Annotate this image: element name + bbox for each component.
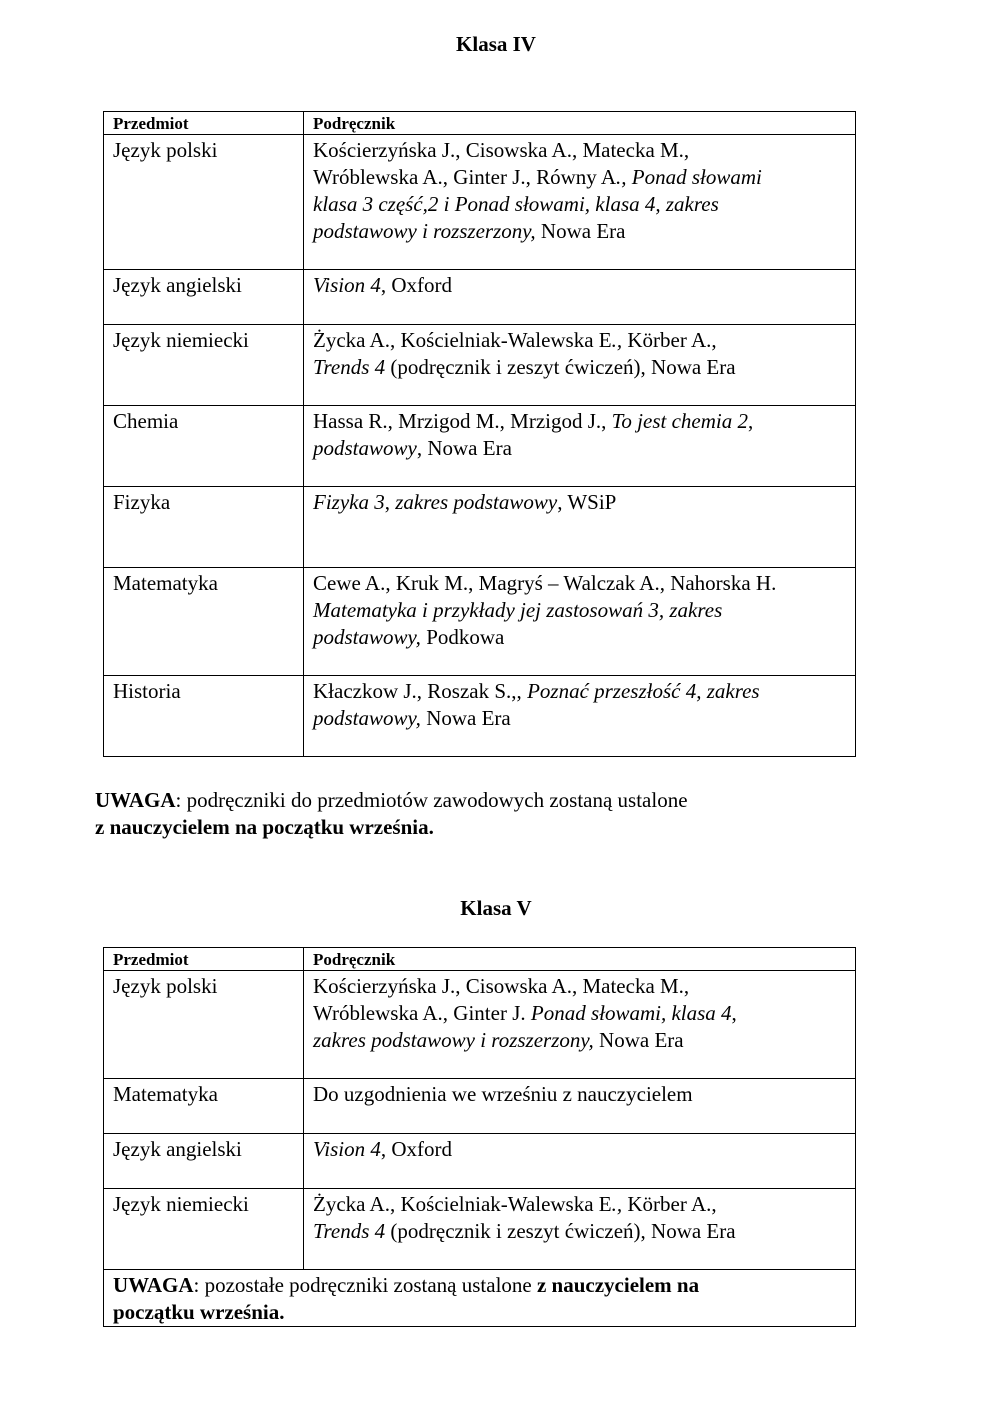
subject-cell: Język niemiecki [104,325,304,406]
table-row [104,1134,856,1189]
book-line [313,191,846,218]
book-cell [304,1079,856,1134]
note-label: UWAGA [113,1273,194,1297]
book-text: Wróblewska A., Ginter J. [313,1001,531,1025]
book-text: (podręcznik i zeszyt ćwiczeń), Nowa Era [385,1219,736,1243]
note-label: UWAGA [95,788,176,812]
table-row [104,270,856,325]
section-title-klasa-iv: Klasa IV [456,32,536,56]
book-line [313,570,846,597]
book-cell [304,1189,856,1270]
book-line [313,327,846,354]
book-text: Nowa Era [535,219,626,243]
note-bold-text: z nauczycielem na [536,1273,700,1297]
book-title-text: Fizyka 3 [313,490,385,514]
book-line [313,1191,846,1218]
book-line [313,973,846,1000]
book-line [313,489,846,516]
textbook-table-klasa-iv [103,111,856,757]
book-line [313,624,846,651]
book-line [313,218,846,245]
book-text: Kościerzyńska J., Cisowska A., Matecka M., [313,974,690,998]
table-row [104,406,856,487]
book-title-text: zakres podstawowy [395,490,558,514]
note-text: : pozostałe podręczniki zostaną ustalone [193,1273,537,1297]
book-text: Kościerzyńska J., Cisowska A., Matecka M., [313,138,690,162]
book-line [313,705,846,732]
book-title-text: Trends 4 [313,1219,386,1243]
book-line [313,1136,846,1163]
book-title-text: zakres podstawowy i rozszerzony, [313,1028,594,1052]
book-title-text: Ponad słowami, klasa 4 [530,1001,732,1025]
note-text: : podręczniki do przedmiotów zawodowych zostaną ustalone [175,788,688,812]
header-subject: Przedmiot [104,112,304,135]
book-title-text: Vision 4 [313,1137,381,1161]
section-title-klasa-v: Klasa V [460,896,532,920]
book-cell [304,135,856,270]
book-line [313,137,846,164]
header-book: Podręcznik [304,948,856,971]
subject-cell: Chemia [104,406,304,487]
book-cell [304,568,856,676]
book-text: Cewe A., Kruk M., Magryś – Walczak A., Nahorska H. [313,571,777,595]
book-text: , [384,490,396,514]
book-cell [304,270,856,325]
book-title-text: podstawowy i rozszerzony, [313,219,536,243]
note-klasa-v [104,1270,856,1327]
book-line [313,1027,846,1054]
book-line [313,1081,846,1108]
subject-cell: Język angielski [104,270,304,325]
book-text: Körber A., [622,1192,717,1216]
note-bold-line: początku września. [113,1300,285,1324]
book-line [313,272,846,299]
book-line [313,1218,846,1245]
book-text: Wróblewska A., Ginter J., Równy A [313,165,617,189]
book-text: Do uzgodnienia we wrześniu z nauczycielem [313,1082,693,1106]
book-title-text: podstawowy, [313,706,421,730]
book-cell [304,1134,856,1189]
book-line [313,354,846,381]
book-title-text: ., [611,328,623,352]
table-row [104,1189,856,1270]
book-text: , [731,1001,737,1025]
book-cell [304,487,856,568]
book-text: , Oxford [380,273,453,297]
book-text: , [747,409,754,433]
textbook-table-klasa-v [103,947,856,1327]
subject-cell: Fizyka [104,487,304,568]
book-cell [304,971,856,1079]
book-title-text: Poznać przeszłość 4, zakres [527,679,760,703]
book-text: Podkowa [420,625,505,649]
book-cell [304,406,856,487]
book-text: Kłaczkow J., Roszak S.,, [313,679,528,703]
book-title-text: podstawowy, [313,625,421,649]
subject-cell: Historia [104,676,304,757]
subject-cell: Język polski [104,135,304,270]
table-row [104,568,856,676]
book-line [313,408,846,435]
book-line [313,164,846,191]
table-row [104,676,856,757]
table-row [104,971,856,1079]
book-text: Hassa R., Mrzigod M., Mrzigod J., [313,409,612,433]
table-row [104,325,856,406]
book-text: (podręcznik i zeszyt ćwiczeń), Nowa Era [385,355,736,379]
subject-cell: Język polski [104,971,304,1079]
table-row [104,135,856,270]
book-title-text: ., [611,1192,623,1216]
subject-cell: Matematyka [104,568,304,676]
subject-cell: Język niemiecki [104,1189,304,1270]
book-title-text: podstawowy [313,436,417,460]
book-cell [304,676,856,757]
book-text: Życka A., Kościelniak-Walewska E [313,328,612,352]
book-line [313,597,846,624]
subject-cell: Matematyka [104,1079,304,1134]
book-title-text: Trends 4 [313,355,386,379]
book-line [313,678,846,705]
book-text: , Nowa Era [416,436,512,460]
note-klasa-iv [95,787,895,841]
table-row [104,1079,856,1134]
book-title-text: To jest chemia 2 [611,409,748,433]
book-text: , Oxford [380,1137,453,1161]
table-header-row [104,112,856,135]
table-note-row [104,1270,856,1327]
book-text: Nowa Era [593,1028,684,1052]
note-bold-line: z nauczycielem na początku września. [95,815,434,839]
book-text: , WSiP [557,490,617,514]
header-subject: Przedmiot [104,948,304,971]
book-text: Życka A., Kościelniak-Walewska E [313,1192,612,1216]
subject-cell: Język angielski [104,1134,304,1189]
book-line [313,1000,846,1027]
header-book: Podręcznik [304,112,856,135]
book-title-text: Matematyka i przykłady jej zastosowań 3, zakres [313,598,723,622]
book-line [313,435,846,462]
book-title-text: ., Ponad słowami [616,165,762,189]
book-cell [304,325,856,406]
table-row [104,487,856,568]
book-text: Nowa Era [420,706,511,730]
book-title-text: klasa 3 część,2 i Ponad słowami, klasa 4, zakres [313,192,719,216]
book-title-text: Vision 4 [313,273,381,297]
table-header-row [104,948,856,971]
book-text: Körber A., [622,328,717,352]
